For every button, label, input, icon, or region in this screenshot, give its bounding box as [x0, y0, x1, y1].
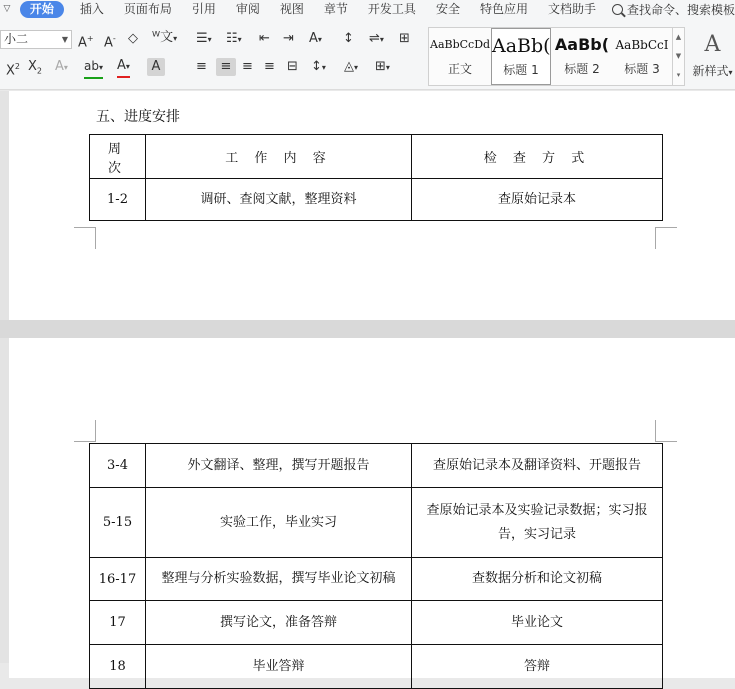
document-canvas — [0, 91, 735, 674]
character-shading-icon[interactable]: A — [147, 58, 165, 76]
new-style-button[interactable] — [690, 28, 735, 79]
cell-work-content: 外文翻译、整理，撰写开题报告 — [146, 444, 412, 488]
style-heading-2-preview: AaBb( — [554, 35, 610, 54]
cell-week: 5-15 — [90, 488, 146, 558]
font-size-select[interactable] — [0, 30, 72, 49]
cell-work-content: 调研、查阅文献，整理资料 — [146, 179, 412, 221]
sort-icon[interactable]: ↕ — [343, 31, 354, 46]
new-style-label: 新样式▾ — [692, 64, 733, 78]
cell-check-method: 查原始记录本及翻译资料、开题报告 — [412, 444, 663, 488]
cell-check-method: 答辩 — [412, 645, 663, 689]
document-page — [9, 91, 735, 320]
menu-tab-view[interactable]: 视图 — [279, 2, 304, 16]
align-center-icon[interactable]: ≡ — [216, 58, 236, 76]
shrink-font-icon[interactable]: A- — [104, 34, 116, 51]
decrease-indent-icon[interactable]: ⇤ — [259, 31, 270, 46]
superscript-icon[interactable]: $X^2$ — [6, 62, 20, 79]
table-row — [90, 645, 663, 689]
table-header-row — [90, 135, 663, 179]
text-effect-icon[interactable]: A▾ — [55, 59, 68, 74]
menu-tab-insert[interactable]: 插入 — [79, 2, 104, 16]
table-row — [90, 179, 663, 221]
cell-work-content: 整理与分析实验数据，撰写毕业论文初稿 — [146, 558, 412, 601]
style-heading-2-label: 标题 2 — [564, 62, 600, 76]
cell-work-content: 毕业答辩 — [146, 645, 412, 689]
search-icon — [612, 4, 623, 15]
bullets-icon[interactable]: ☰▾ — [196, 31, 212, 46]
font-color-icon[interactable]: A▾ — [117, 57, 130, 78]
chevron-up-icon[interactable]: ▲ — [675, 33, 682, 41]
cell-week: 3-4 — [90, 444, 146, 488]
cell-work-content: 撰写论文，准备答辩 — [146, 601, 412, 645]
style-heading-1[interactable] — [491, 28, 551, 85]
change-case-icon[interactable]: A▾ — [309, 31, 322, 46]
cell-week: 18 — [90, 645, 146, 689]
menu-tab-references[interactable]: 引用 — [191, 2, 216, 16]
cell-check-method: 查原始记录本 — [412, 179, 663, 221]
style-heading-3-label: 标题 3 — [624, 62, 660, 76]
table-row — [90, 558, 663, 601]
grow-font-icon[interactable]: A+ — [78, 34, 94, 51]
font-size-value: 小二 — [4, 32, 29, 46]
justify-icon[interactable]: ≡ — [264, 59, 275, 74]
cell-work-content: 实验工作，毕业实习 — [146, 488, 412, 558]
menu-bar — [0, 0, 735, 18]
page-margin-marker — [74, 420, 96, 442]
table-row — [90, 444, 663, 488]
section-heading: 五、进度安排 — [96, 109, 180, 125]
numbering-icon[interactable]: ☷▾ — [226, 31, 242, 46]
menu-tab-chapter[interactable]: 章节 — [323, 2, 348, 16]
header-week: 周 次 — [90, 135, 146, 179]
cell-check-method: 查数据分析和论文初稿 — [412, 558, 663, 601]
clear-format-icon[interactable]: ◇ — [128, 31, 138, 46]
cell-check-method: 查原始记录本及实验记录数据；实习报告，实习记录 — [412, 488, 663, 558]
align-right-icon[interactable]: ≡ — [242, 59, 253, 74]
highlight-color-icon[interactable]: ab▾ — [84, 57, 103, 79]
subscript-icon[interactable]: $X_2$ — [28, 59, 42, 76]
style-gallery — [428, 27, 685, 86]
style-heading-1-label: 标题 1 — [503, 63, 539, 77]
new-style-icon: A — [704, 32, 721, 57]
header-check-method: 检 查 方 式 — [412, 135, 663, 179]
menu-tab-review[interactable]: 审阅 — [235, 2, 260, 16]
gallery-more-icon[interactable]: ▾ — [676, 71, 681, 79]
header-work-content: 工 作 内 容 — [146, 135, 412, 179]
cell-week: 1-2 — [90, 179, 146, 221]
increase-indent-icon[interactable]: ⇥ — [283, 31, 294, 46]
style-normal-label: 正文 — [447, 62, 472, 76]
style-normal[interactable] — [430, 28, 490, 85]
style-normal-preview: AaBbCcDd — [430, 38, 491, 51]
document-page — [9, 338, 735, 678]
style-heading-2[interactable] — [552, 28, 612, 85]
page-break-gap — [0, 320, 735, 338]
page-margin-marker — [655, 227, 677, 249]
quick-access-chevron-icon[interactable]: ▽ — [3, 4, 11, 14]
borders-icon[interactable]: ⊞▾ — [375, 59, 390, 74]
menu-tab-security[interactable]: 安全 — [435, 2, 460, 16]
cell-week: 17 — [90, 601, 146, 645]
menu-tab-features[interactable]: 特色应用 — [479, 2, 528, 16]
schedule-table-continued — [89, 443, 663, 689]
table-grid-icon[interactable]: ⊞ — [399, 31, 410, 46]
align-left-icon[interactable]: ≡ — [196, 59, 207, 74]
paragraph-shading-icon[interactable]: ◬▾ — [344, 59, 359, 74]
table-row — [90, 488, 663, 558]
phonetic-guide-icon[interactable]: ᵂ文▾ — [152, 30, 178, 45]
gallery-scrollbar[interactable] — [672, 28, 684, 85]
menu-tab-home[interactable]: 开始 — [20, 1, 64, 18]
command-search[interactable] — [606, 1, 735, 18]
style-heading-3-preview: AaBbCcI — [615, 38, 669, 52]
cell-check-method: 毕业论文 — [412, 601, 663, 645]
ribbon-toolbar — [0, 18, 735, 90]
command-search-placeholder: 查找命令、搜索模板 — [626, 2, 735, 17]
style-heading-1-preview: AaBb( — [492, 35, 551, 57]
schedule-table — [89, 134, 663, 221]
page-margin-marker — [655, 420, 677, 442]
table-row — [90, 601, 663, 645]
menu-tab-doc-assistant[interactable]: 文档助手 — [547, 2, 596, 16]
line-spacing-icon[interactable]: ↕▾ — [311, 59, 326, 74]
line-break-icon[interactable]: ⇌▾ — [369, 31, 384, 46]
cell-week: 16-17 — [90, 558, 146, 601]
menu-tab-page-layout[interactable]: 页面布局 — [123, 2, 172, 16]
chevron-down-icon[interactable]: ▼ — [675, 52, 682, 60]
style-heading-3[interactable] — [612, 28, 672, 85]
page-margin-marker — [74, 227, 96, 249]
distributed-icon[interactable]: ⊟ — [287, 59, 298, 74]
chevron-down-icon: ▼ — [61, 35, 68, 44]
menu-tab-developer[interactable]: 开发工具 — [367, 2, 416, 16]
